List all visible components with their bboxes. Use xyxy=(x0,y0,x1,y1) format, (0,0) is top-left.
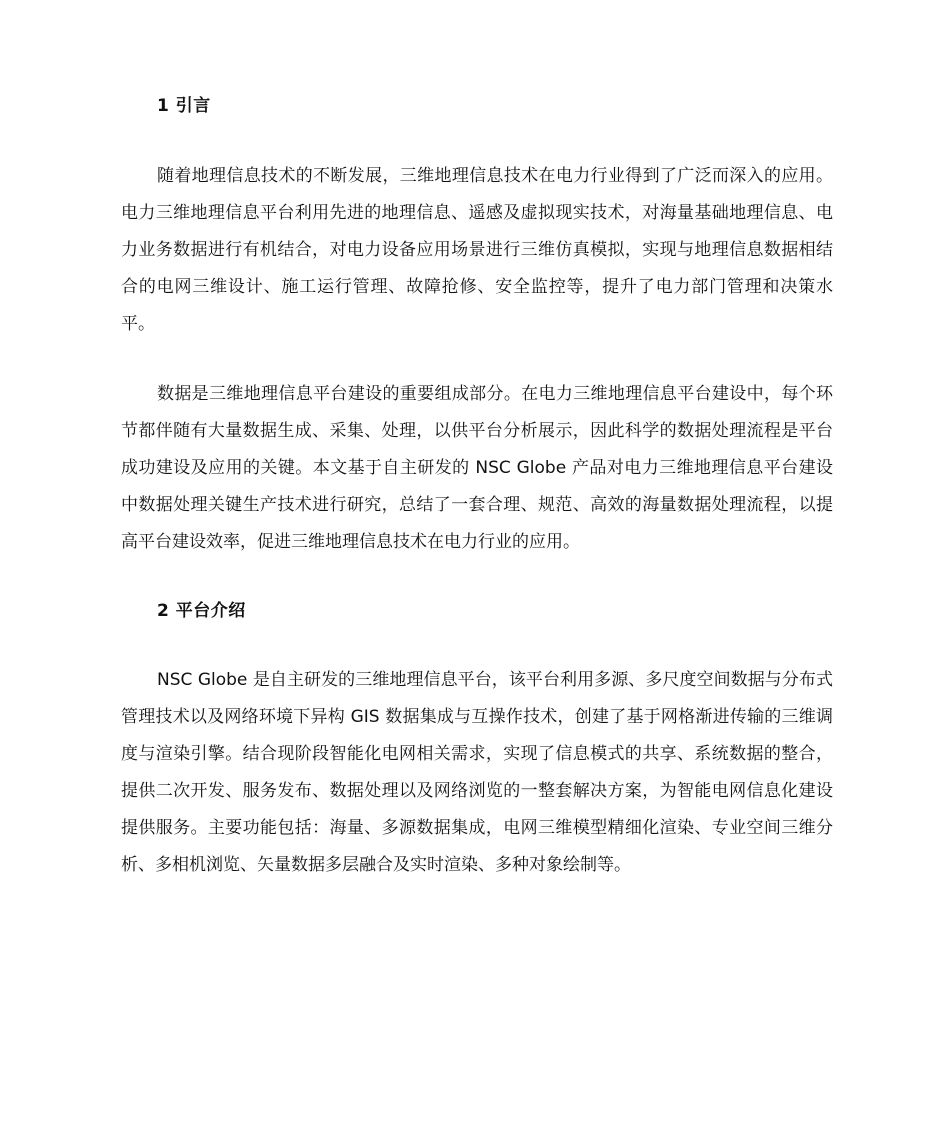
paragraph-introduction-2: 数据是三维地理信息平台建设的重要组成部分。在电力三维地理信息平台建设中，每个环节都伴随有大量数据生成、采集、处理，以供平台分析展示，因此科学的数据处理流程是平台成功建设及应用的关键。本文基于自主研发的 NSC Globe 产品对电力三维地理信息平台建设中数据处理关键生产技术进行研究，总结了一套合理、规范、高效的海量数据处理流程，以提高平台建设效率，促进三维地理信息技术在电力行业的应用。 xyxy=(121,384,833,552)
document-body xyxy=(121,88,833,884)
paragraph-introduction-1: 随着地理信息技术的不断发展，三维地理信息技术在电力行业得到了广泛而深入的应用。电力三维地理信息平台利用先进的地理信息、遥感及虚拟现实技术，对海量基础地理信息、电力业务数据进行有机结合，对电力设备应用场景进行三维仿真模拟，实现与地理信息数据相结合的电网三维设计、施工运行管理、故障抢修、安全监控等，提升了电力部门管理和决策水平。 xyxy=(121,166,833,334)
section-heading-platform: 2 平台介绍 xyxy=(157,601,246,621)
section-heading-introduction: 1 引言 xyxy=(157,96,211,116)
paragraph-platform-1: NSC Globe 是自主研发的三维地理信息平台，该平台利用多源、多尺度空间数据与分布式管理技术以及网络环境下异构 GIS 数据集成与互操作技术，创建了基于网格渐进传输的三维调度与渲染引擎。结合现阶段智能化电网相关需求，实现了信息模式的共享、系统数据的整合，提供二次开发、服务发布、数据处理以及网络浏览的一整套解决方案，为智能电网信息化建设提供服务。主要功能包括：海量、多源数据集成，电网三维模型精细化渲染、专业空间三维分析、多相机浏览、矢量数据多层融合及实时渲染、多种对象绘制等。 xyxy=(121,670,833,875)
